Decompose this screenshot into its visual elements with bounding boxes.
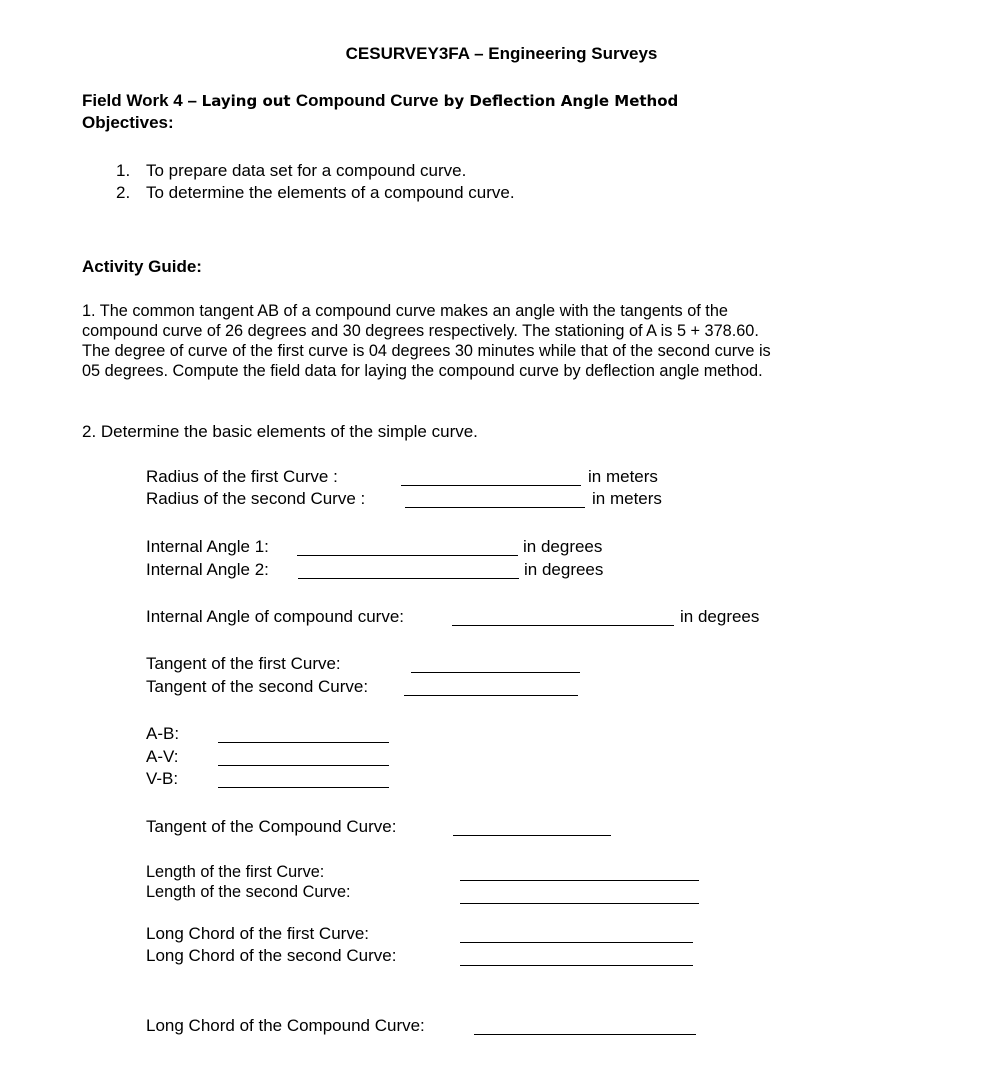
tangent-compound-blank	[453, 834, 611, 836]
activity-item1-line: The degree of curve of the first curve is 04 degrees 30 minutes while that of the second curve is	[82, 342, 771, 360]
av-blank	[218, 764, 389, 766]
activity-item1-line: 1. The common tangent AB of a compound curve makes an angle with the tangents of the	[82, 302, 728, 320]
vb-blank	[218, 786, 389, 788]
length1-label: Length of the first Curve:	[146, 863, 325, 881]
fieldwork-seg3: by Deflection Angle Method	[438, 92, 679, 110]
objective-text: To prepare data set for a compound curve.	[146, 161, 467, 180]
length1-blank	[460, 879, 699, 881]
activity-guide-heading: Activity Guide:	[82, 257, 202, 276]
fieldwork-label: Field Work 4 –	[82, 91, 202, 110]
activity-item1-line: compound curve of 26 degrees and 30 degrees respectively. The stationing of A is 5 + 378.60.	[82, 322, 759, 340]
angle-compound-unit: in degrees	[680, 607, 760, 626]
tangent1-label: Tangent of the first Curve:	[146, 654, 341, 673]
length2-label: Length of the second Curve:	[146, 883, 351, 901]
chord2-label: Long Chord of the second Curve:	[146, 946, 397, 965]
angle1-unit: in degrees	[523, 537, 603, 556]
ab-label: A-B:	[146, 724, 180, 743]
document-title: CESURVEY3FA – Engineering Surveys	[345, 44, 658, 63]
fieldwork-title	[82, 91, 678, 111]
vb-label: V-B:	[146, 769, 179, 788]
angle2-blank	[298, 577, 519, 579]
objective-number: 2.	[116, 183, 131, 202]
objective-text: To determine the elements of a compound curve.	[146, 183, 515, 202]
angle-compound-label: Internal Angle of compound curve:	[146, 607, 404, 626]
tangent-compound-label: Tangent of the Compound Curve:	[146, 817, 397, 836]
radius2-unit: in meters	[592, 489, 662, 508]
objective-item	[116, 161, 466, 181]
radius2-label: Radius of the second Curve :	[146, 489, 366, 508]
tangent2-label: Tangent of the second Curve:	[146, 677, 369, 696]
tangent2-blank	[404, 694, 578, 696]
radius1-unit: in meters	[588, 467, 658, 486]
chord1-blank	[460, 941, 693, 943]
objective-item	[116, 183, 515, 203]
fieldwork-seg2: Compound Curve	[295, 91, 439, 110]
chord-compound-label: Long Chord of the Compound Curve:	[146, 1016, 425, 1035]
chord2-blank	[460, 964, 693, 966]
activity-item1-line: 05 degrees. Compute the field data for laying the compound curve by deflection angle method.	[82, 362, 763, 380]
angle1-blank	[297, 554, 518, 556]
radius1-label: Radius of the first Curve :	[146, 467, 338, 486]
ab-blank	[218, 741, 389, 743]
activity-item2: 2. Determine the basic elements of the simple curve.	[82, 422, 478, 441]
radius1-blank	[401, 484, 581, 486]
length2-blank	[460, 902, 699, 904]
angle2-unit: in degrees	[524, 560, 604, 579]
objectives-heading: Objectives:	[82, 113, 174, 132]
angle-compound-blank	[452, 624, 674, 626]
angle1-label: Internal Angle 1:	[146, 537, 269, 556]
radius2-blank	[405, 506, 585, 508]
chord-compound-blank	[474, 1033, 696, 1035]
chord1-label: Long Chord of the first Curve:	[146, 924, 370, 943]
angle2-label: Internal Angle 2:	[146, 560, 269, 579]
tangent1-blank	[411, 671, 580, 673]
av-label: A-V:	[146, 747, 179, 766]
objective-number: 1.	[116, 161, 131, 180]
fieldwork-seg1: Laying out	[201, 92, 296, 110]
